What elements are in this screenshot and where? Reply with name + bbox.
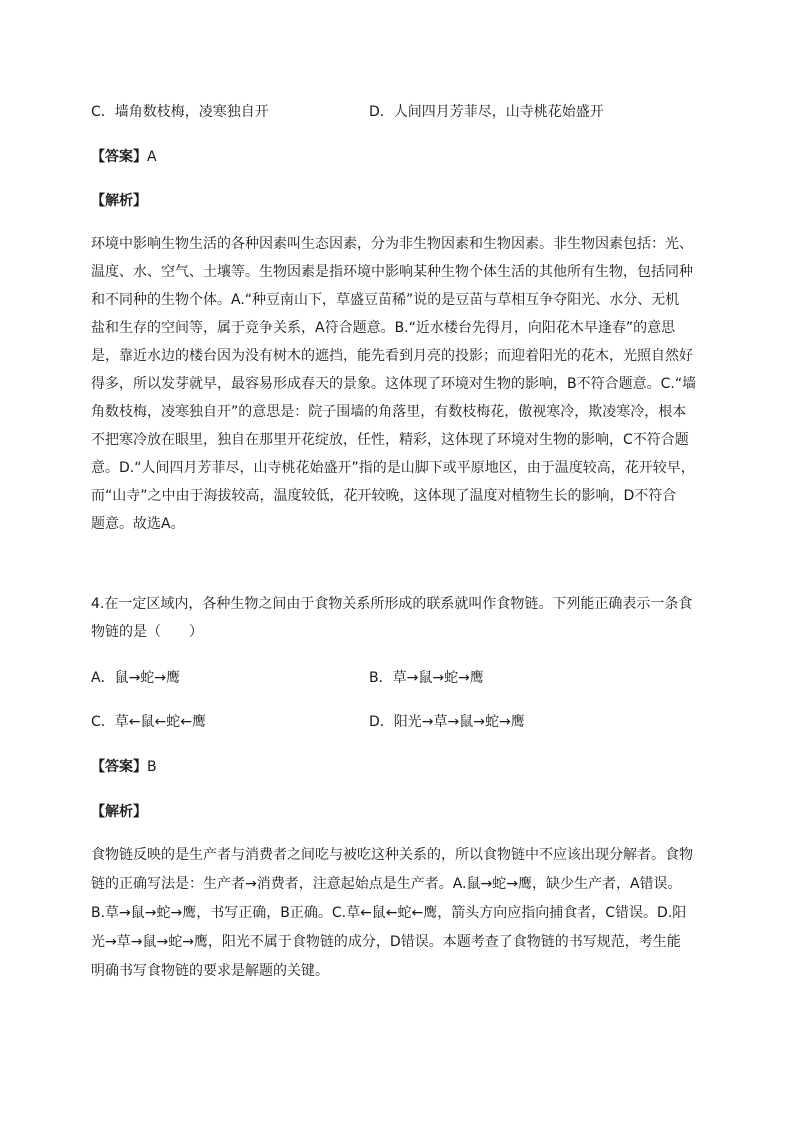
q3-analysis-line: 和不同种的生物个体。A.“种豆南山下，草盛豆苗稀”说的是豆苗与草相互争夺阳光、水分、无机 <box>91 292 680 308</box>
q3-answer-label: 【答案】 <box>91 149 147 165</box>
q4-option-c: C．草←鼠←蛇←鹰 <box>91 714 206 730</box>
q4-analysis-line: 明确书写食物链的要求是解题的关键。 <box>91 963 329 979</box>
q4-analysis-line: 链的正确写法是：生产者→消费者，注意起始点是生产者。A.鼠→蛇→鹰，缺少生产者，A错误。 <box>91 876 682 892</box>
q3-analysis-label: 【解析】 <box>91 193 147 209</box>
q3-option-c: C．墙角数枝梅，凌寒独自开 <box>91 104 269 120</box>
q3-answer-value: A <box>147 149 157 165</box>
q3-analysis-line: 盐和生存的空间等，属于竞争关系，A符合题意。B.“近水楼台先得月，向阳花木早逢春”的意思 <box>91 320 676 336</box>
q3-analysis-line: 意。D.“人间四月芳菲尽，山寺桃花始盛开”指的是山脚下或平原地区，由于温度较高，花开较早， <box>91 460 695 476</box>
q4-analysis-line: 食物链反映的是生产者与消费者之间吃与被吃这种关系的，所以食物链中不应该出现分解者。食物 <box>91 847 693 863</box>
q3-analysis-line: 题意。故选A。 <box>91 516 185 532</box>
q4-option-b: B．草→鼠→蛇→鹰 <box>369 670 484 686</box>
q3-analysis-line: 温度、水、空气、土壤等。生物因素是指环境中影响某种生物个体生活的其他所有生物，包括同种 <box>91 264 693 280</box>
q4-option-d: D．阳光→草→鼠→蛇→鹰 <box>369 714 525 730</box>
q3-analysis-line: 得多，所以发芽就早，最容易形成春天的景象。这体现了环境对生物的影响，B不符合题意。C.“墙 <box>91 376 697 392</box>
q4-stem-line: 物链的是（ ） <box>91 624 203 640</box>
q3-answer <box>91 146 157 166</box>
q3-option-d: D．人间四月芳菲尽，山寺桃花始盛开 <box>369 104 604 120</box>
q3-analysis-line: 角数枝梅，凌寒独自开”的意思是：院子围墙的角落里，有数枝梅花，傲视寒冷，欺凌寒冷，根本 <box>91 404 687 420</box>
q4-answer <box>91 756 157 776</box>
q3-analysis-line: 是，靠近水边的楼台因为没有树木的遮挡，能先看到月亮的投影；而迎着阳光的花木，光照自然好 <box>91 348 693 364</box>
q4-answer-value: B <box>147 759 157 775</box>
q4-stem-line: 4.在一定区域内，各种生物之间由于食物关系所形成的联系就叫作食物链。下列能正确表示一条食 <box>91 596 693 612</box>
q3-analysis-line: 环境中影响生物生活的各种因素叫生态因素，分为非生物因素和生物因素。非生物因素包括：光、 <box>91 236 693 252</box>
q4-analysis-line: 光→草→鼠→蛇→鹰，阳光不属于食物链的成分，D错误。本题考查了食物链的书写规范，考生能 <box>91 934 681 950</box>
q3-analysis-line: 而“山寺”之中由于海拔较高，温度较低，花开较晚，这体现了温度对植物生长的影响，D不符合 <box>91 488 677 504</box>
q4-analysis-line: B.草→鼠→蛇→鹰，书写正确，B正确。C.草←鼠←蛇←鹰，箭头方向应指向捕食者，C错误。D.阳 <box>91 905 687 921</box>
q4-answer-label: 【答案】 <box>91 759 147 775</box>
q3-analysis-line: 不把寒冷放在眼里，独自在那里开花绽放，任性，精彩，这体现了环境对生物的影响，C不符合题 <box>91 432 689 448</box>
q4-analysis-label: 【解析】 <box>91 804 147 820</box>
q4-option-a: A．鼠→蛇→鹰 <box>91 670 181 686</box>
